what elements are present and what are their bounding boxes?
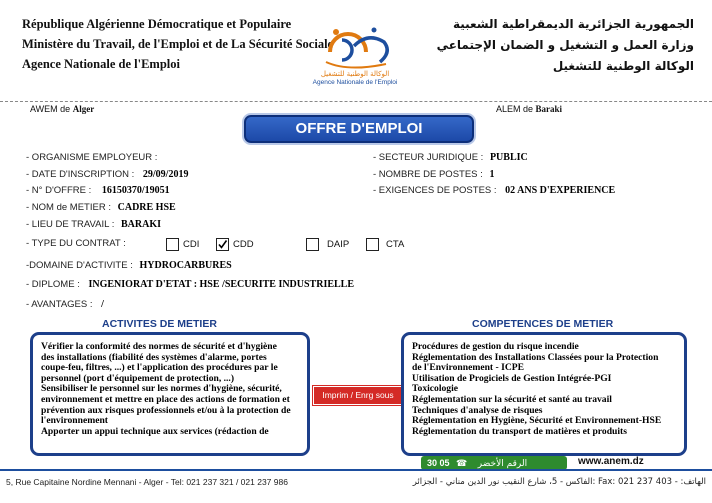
field-exigences-value: 02 ANS D'EXPERIENCE	[505, 185, 616, 196]
alem-value: Baraki	[535, 104, 563, 114]
field-lieu	[26, 219, 161, 230]
contract-cta-checkbox[interactable]	[366, 238, 379, 251]
field-diplome-value: INGENIORAT D'ETAT : HSE /SECURITE INDUSTRIELLE	[88, 279, 355, 290]
competences-line: Utilisation de Progiciels de Gestion Intégrée-PGI	[412, 372, 612, 384]
competences-line: Techniques d'analyse de risques	[412, 404, 543, 416]
activites-line: des installations (fiabilité des systèmes d'alarme, portes	[41, 351, 267, 363]
contract-cdd-label: CDD	[233, 239, 254, 251]
header-fr	[22, 14, 333, 74]
field-num-label: - N° D'OFFRE :	[26, 185, 92, 196]
activites-line: environnement et mettre en place des actions de formation et	[41, 393, 290, 405]
field-postes-label: - NOMBRE DE POSTES :	[373, 169, 483, 180]
field-avantages-label: - AVANTAGES :	[26, 299, 93, 310]
field-num-value: 16150370/19051	[101, 185, 170, 196]
field-exigences-label: - EXIGENCES DE POSTES :	[373, 185, 497, 196]
field-domaine	[26, 260, 232, 271]
competences-line: Procédures de gestion du risque incendie	[412, 341, 579, 352]
competences-line: Réglementation des Installations Classées pour la Protection	[412, 351, 659, 363]
activites-line: Sensibiliser le personnel sur les normes d'hygiène, sécurité,	[41, 383, 282, 395]
field-lieu-value: BARAKI	[120, 219, 161, 230]
contract-cdi[interactable]	[166, 236, 199, 254]
phone-icon: ☎	[456, 458, 468, 468]
green-number-value: 30 05	[427, 458, 450, 468]
field-postes	[373, 169, 494, 180]
header-separator	[0, 101, 712, 102]
activites-line: coupe-feu, filtres, ...) et l'application des procédures par le	[41, 362, 278, 374]
contract-daip-checkbox[interactable]	[306, 238, 319, 251]
competences-box[interactable]	[401, 332, 687, 456]
contract-cdi-checkbox[interactable]	[166, 238, 179, 251]
field-organisme	[26, 152, 157, 163]
alem-label: ALEM de	[496, 104, 534, 114]
green-number-label: الرقم الأخضر	[477, 459, 528, 469]
competences-line: Toxicologie	[412, 383, 459, 395]
competences-line: Réglementation du transport de matières et produits	[412, 425, 627, 437]
contract-daip-label: DAIP	[327, 239, 350, 251]
footer-address-ar: الهاتف: - Fax: 021 237 403 :الفاكس - 5، شارع النقيب نور الدين مناني - الجزائر	[412, 477, 706, 487]
website-link[interactable]: www.anem.dz	[578, 456, 644, 467]
activites-line: Vérifier la conformité des normes de sécurité et d'hygiène	[41, 341, 277, 352]
competences-text	[404, 335, 684, 437]
field-secteur	[373, 152, 528, 163]
awem-value: Alger	[72, 104, 95, 114]
activites-line: l'environnement	[41, 415, 108, 427]
contract-cta-label: CTA	[386, 239, 405, 251]
contract-daip[interactable]	[306, 236, 349, 254]
header-ar	[437, 14, 694, 77]
field-avantages	[26, 299, 104, 310]
activites-text	[33, 335, 307, 437]
field-diplome	[26, 279, 354, 290]
activites-title: ACTIVITES DE METIER	[102, 318, 217, 330]
alem-line	[496, 104, 562, 114]
competences-line: Réglementation en Hygiène, Sécurité et Environnement-HSE	[412, 415, 662, 427]
field-postes-value: 1	[489, 169, 495, 180]
field-lieu-label: - LIEU DE TRAVAIL :	[26, 219, 115, 230]
logo-ar-text: الوكالة الوطنية للتشغيل	[320, 70, 390, 78]
header-fr-line-1: République Algérienne Démocratique et Populaire	[22, 17, 292, 31]
contract-cdd-checkbox[interactable]	[216, 238, 229, 251]
activites-line: personnel (port d'équipement de protection, ...)	[41, 372, 235, 384]
competences-line: de l'Environnement - ICPE	[412, 362, 525, 374]
competences-line: Réglementation sur la sécurité et santé au travail	[412, 393, 612, 405]
field-metier-value: CADRE HSE	[117, 202, 176, 213]
field-domaine-value: HYDROCARBURES	[139, 260, 232, 271]
activites-box[interactable]	[30, 332, 310, 456]
logo-fr-text: Agence Nationale de l'Emploi	[312, 79, 398, 86]
contract-cdd[interactable]	[216, 236, 254, 254]
activites-line: prévention aux risques professionnels et/ou à la protection de	[41, 404, 291, 416]
header-fr-line-3: Agence Nationale de l'Emploi	[22, 57, 180, 71]
green-number-bar	[421, 456, 567, 470]
imprim-button[interactable]: Imprim / Enrg sous	[313, 386, 403, 405]
field-date	[26, 169, 188, 180]
header-ar-line-3: الوكالة الوطنية للتشغيل	[552, 59, 694, 73]
field-domaine-label: -DOMAINE D'ACTIVITE :	[26, 260, 133, 271]
check-icon	[217, 239, 228, 250]
field-diplome-label: - DIPLOME :	[26, 279, 80, 290]
field-exigences	[373, 185, 615, 196]
field-date-value: 29/09/2019	[142, 169, 189, 180]
footer-address: 5, Rue Capitaine Nordine Mennani - Alger - Tel: 021 237 321 / 021 237 986	[6, 477, 288, 487]
header-ar-line-1: الجمهورية الجزائرية الديمقراطية الشعبية	[452, 17, 694, 31]
field-secteur-label: - SECTEUR JURIDIQUE :	[373, 152, 484, 163]
activites-line: Apporter un appui technique aux services (rédaction de	[41, 425, 269, 437]
contract-cta[interactable]	[366, 236, 404, 254]
awem-label: AWEM de	[30, 104, 71, 114]
field-metier	[26, 202, 176, 213]
footer-rule	[0, 469, 712, 471]
header-ar-line-2: وزارة العمل و التشغيل و الضمان الإجتماعي	[436, 38, 694, 52]
contract-cdi-label: CDI	[183, 239, 200, 251]
field-secteur-value: PUBLIC	[489, 152, 528, 163]
field-date-label: - DATE D'INSCRIPTION :	[26, 169, 135, 180]
competences-title: COMPETENCES DE METIER	[472, 318, 614, 330]
header-fr-line-2: Ministère du Travail, de l'Emploi et de La Sécurité Sociale	[22, 37, 334, 51]
field-avantages-value: /	[101, 299, 104, 310]
field-metier-label: - NOM de METIER :	[26, 202, 111, 213]
field-contrat-label: - TYPE DU CONTRAT :	[26, 238, 126, 249]
page-title: OFFRE D'EMPLOI	[244, 115, 474, 143]
awem-line	[30, 104, 94, 114]
field-organisme-label: - ORGANISME EMPLOYEUR :	[26, 152, 158, 163]
field-num	[26, 185, 170, 196]
